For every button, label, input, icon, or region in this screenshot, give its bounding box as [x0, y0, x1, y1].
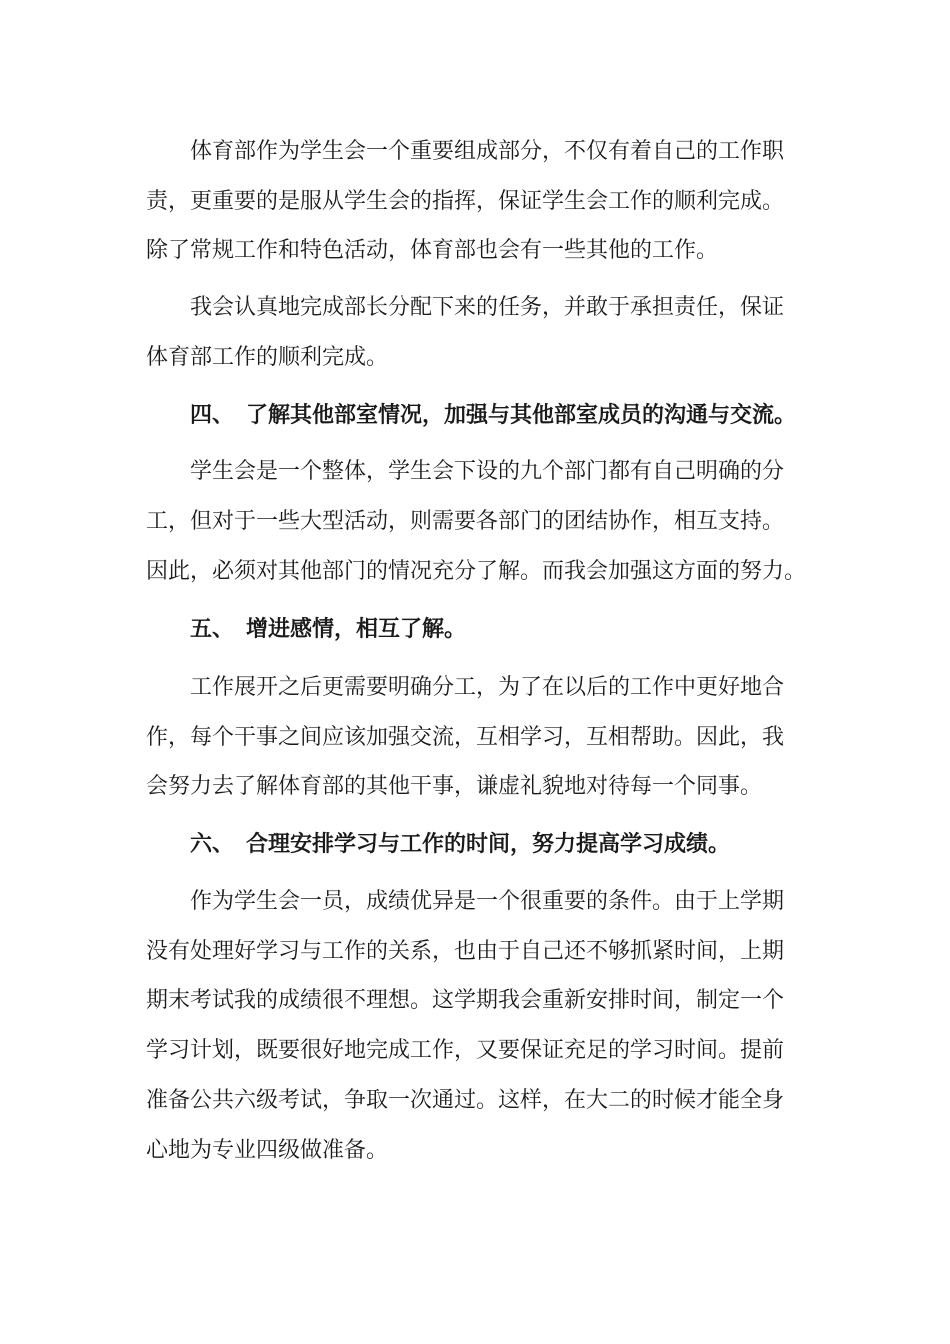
paragraph-line: 作，每个干事之间应该加强交流，互相学习，互相帮助。因此，我	[146, 725, 785, 750]
section-title: 增进感情，相互了解。	[246, 616, 467, 642]
paragraph-line: 作为学生会一员，成绩优异是一个很重要的条件。由于上学期	[190, 889, 785, 914]
paragraph-line: 会努力去了解体育部的其他干事，谦虚礼貌地对待每一个同事。	[146, 774, 763, 799]
paragraph-line: 工作展开之后更需要明确分工，为了在以后的工作中更好地合	[190, 675, 785, 700]
paragraph-line: 体育部作为学生会一个重要组成部分，不仅有着自己的工作职	[190, 139, 785, 164]
paragraph-line: 工，但对于一些大型活动，则需要各部门的团结协作，相互支持。	[146, 509, 785, 534]
paragraph-line: 学生会是一个整体，学生会下设的九个部门都有自己明确的分	[190, 459, 785, 484]
section-title: 了解其他部室情况，加强与其他部室成员的沟通与交流。	[246, 402, 797, 428]
paragraph-line: 学习计划，既要很好地完成工作，又要保证充足的学习时间。提前	[146, 1038, 785, 1063]
paragraph-line: 我会认真地完成部长分配下来的任务，并敢于承担责任，保证	[190, 295, 785, 320]
section-number: 六、	[190, 831, 235, 857]
section-number: 五、	[190, 616, 235, 642]
section-heading	[0, 400, 950, 430]
paragraph-line: 除了常规工作和特色活动，体育部也会有一些其他的工作。	[146, 238, 719, 263]
paragraph-line: 责，更重要的是服从学生会的指挥，保证学生会工作的顺利完成。	[146, 189, 785, 214]
paragraph-line: 期末考试我的成绩很不理想。这学期我会重新安排时间，制定一个	[146, 988, 785, 1013]
paragraph-line: 体育部工作的顺利完成。	[146, 345, 389, 370]
section-title: 合理安排学习与工作的时间，努力提高学习成绩。	[246, 831, 731, 857]
section-number: 四、	[190, 402, 235, 428]
paragraph-line: 没有处理好学习与工作的关系，也由于自己还不够抓紧时间，上期	[146, 939, 785, 964]
section-heading	[0, 614, 950, 644]
paragraph-line: 准备公共六级考试，争取一次通过。这样，在大二的时候才能全身	[146, 1088, 785, 1113]
paragraph-line: 因此，必须对其他部门的情况充分了解。而我会加强这方面的努力。	[146, 559, 807, 584]
section-heading	[0, 829, 950, 859]
paragraph-line: 心地为专业四级做准备。	[146, 1138, 389, 1163]
